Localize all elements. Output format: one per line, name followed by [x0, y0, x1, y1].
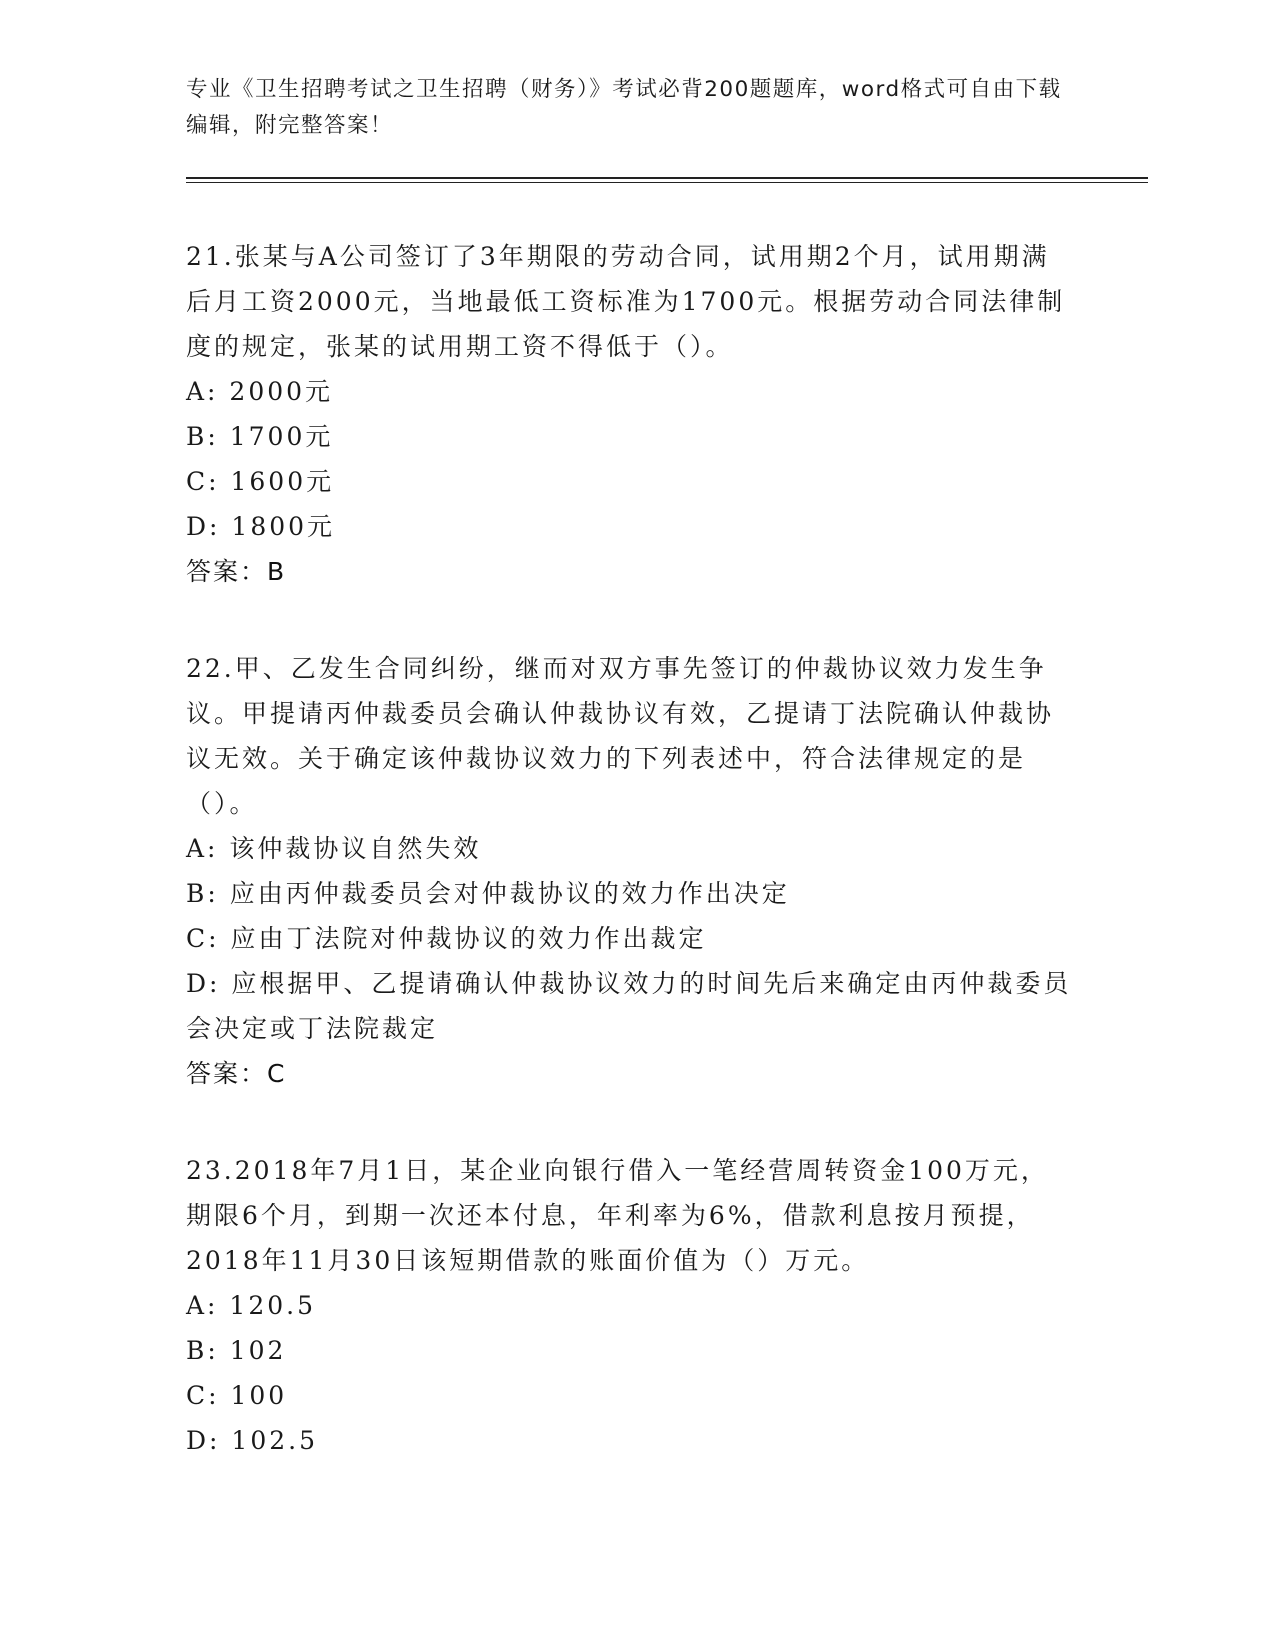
option-b: B: 1700元	[186, 422, 334, 451]
answer-label: 答案：C	[186, 1059, 287, 1088]
question-stem: 22.甲、乙发生合同纠纷，继而对双方事先签订的仲裁协议效力发生争议。甲提请丙仲裁委员会确认仲裁协议有效，乙提请丁法院确认仲裁协议无效。关于确定该仲裁协议效力的下列表述中，符合法律规定的是（）。	[186, 654, 1055, 818]
option-a: A: 该仲裁协议自然失效	[186, 834, 482, 863]
option-a: A: 2000元	[186, 377, 334, 406]
answer-label: 答案：B	[186, 557, 287, 586]
question-stem: 23.2018年7月1日，某企业向银行借入一笔经营周转资金100万元，期限6个月，到期一次还本付息，年利率为6%，借款利息按月预提，2018年11月30日该短期借款的账面价值为（）万元。	[186, 1156, 1049, 1275]
option-d: D: 102.5	[186, 1426, 318, 1455]
option-a: A: 120.5	[186, 1291, 316, 1320]
option-d: D: 应根据甲、乙提请确认仲裁协议效力的时间先后来确定由丙仲裁委员会决定或丁法院裁定	[186, 969, 1072, 1043]
option-b: B: 102	[186, 1336, 287, 1365]
header-rule-thin	[186, 182, 1148, 183]
question-22	[186, 646, 1076, 1096]
question-23	[186, 1148, 1076, 1463]
option-c: C: 1600元	[186, 467, 335, 496]
header-rule-thick	[186, 177, 1148, 179]
question-stem: 21.张某与A公司签订了3年期限的劳动合同，试用期2个月，试用期满后月工资2000元，当地最低工资标准为1700元。根据劳动合同法律制度的规定，张某的试用期工资不得低于（）。	[186, 242, 1066, 361]
question-list	[186, 234, 1076, 1515]
document-header: 专业《卫生招聘考试之卫生招聘（财务）》考试必背200题题库，word格式可自由下载编辑，附完整答案！	[186, 77, 1062, 138]
option-c: C: 100	[186, 1381, 288, 1410]
option-c: C: 应由丁法院对仲裁协议的效力作出裁定	[186, 924, 707, 953]
option-d: D: 1800元	[186, 512, 336, 541]
option-b: B: 应由丙仲裁委员会对仲裁协议的效力作出决定	[186, 879, 790, 908]
question-21	[186, 234, 1076, 594]
